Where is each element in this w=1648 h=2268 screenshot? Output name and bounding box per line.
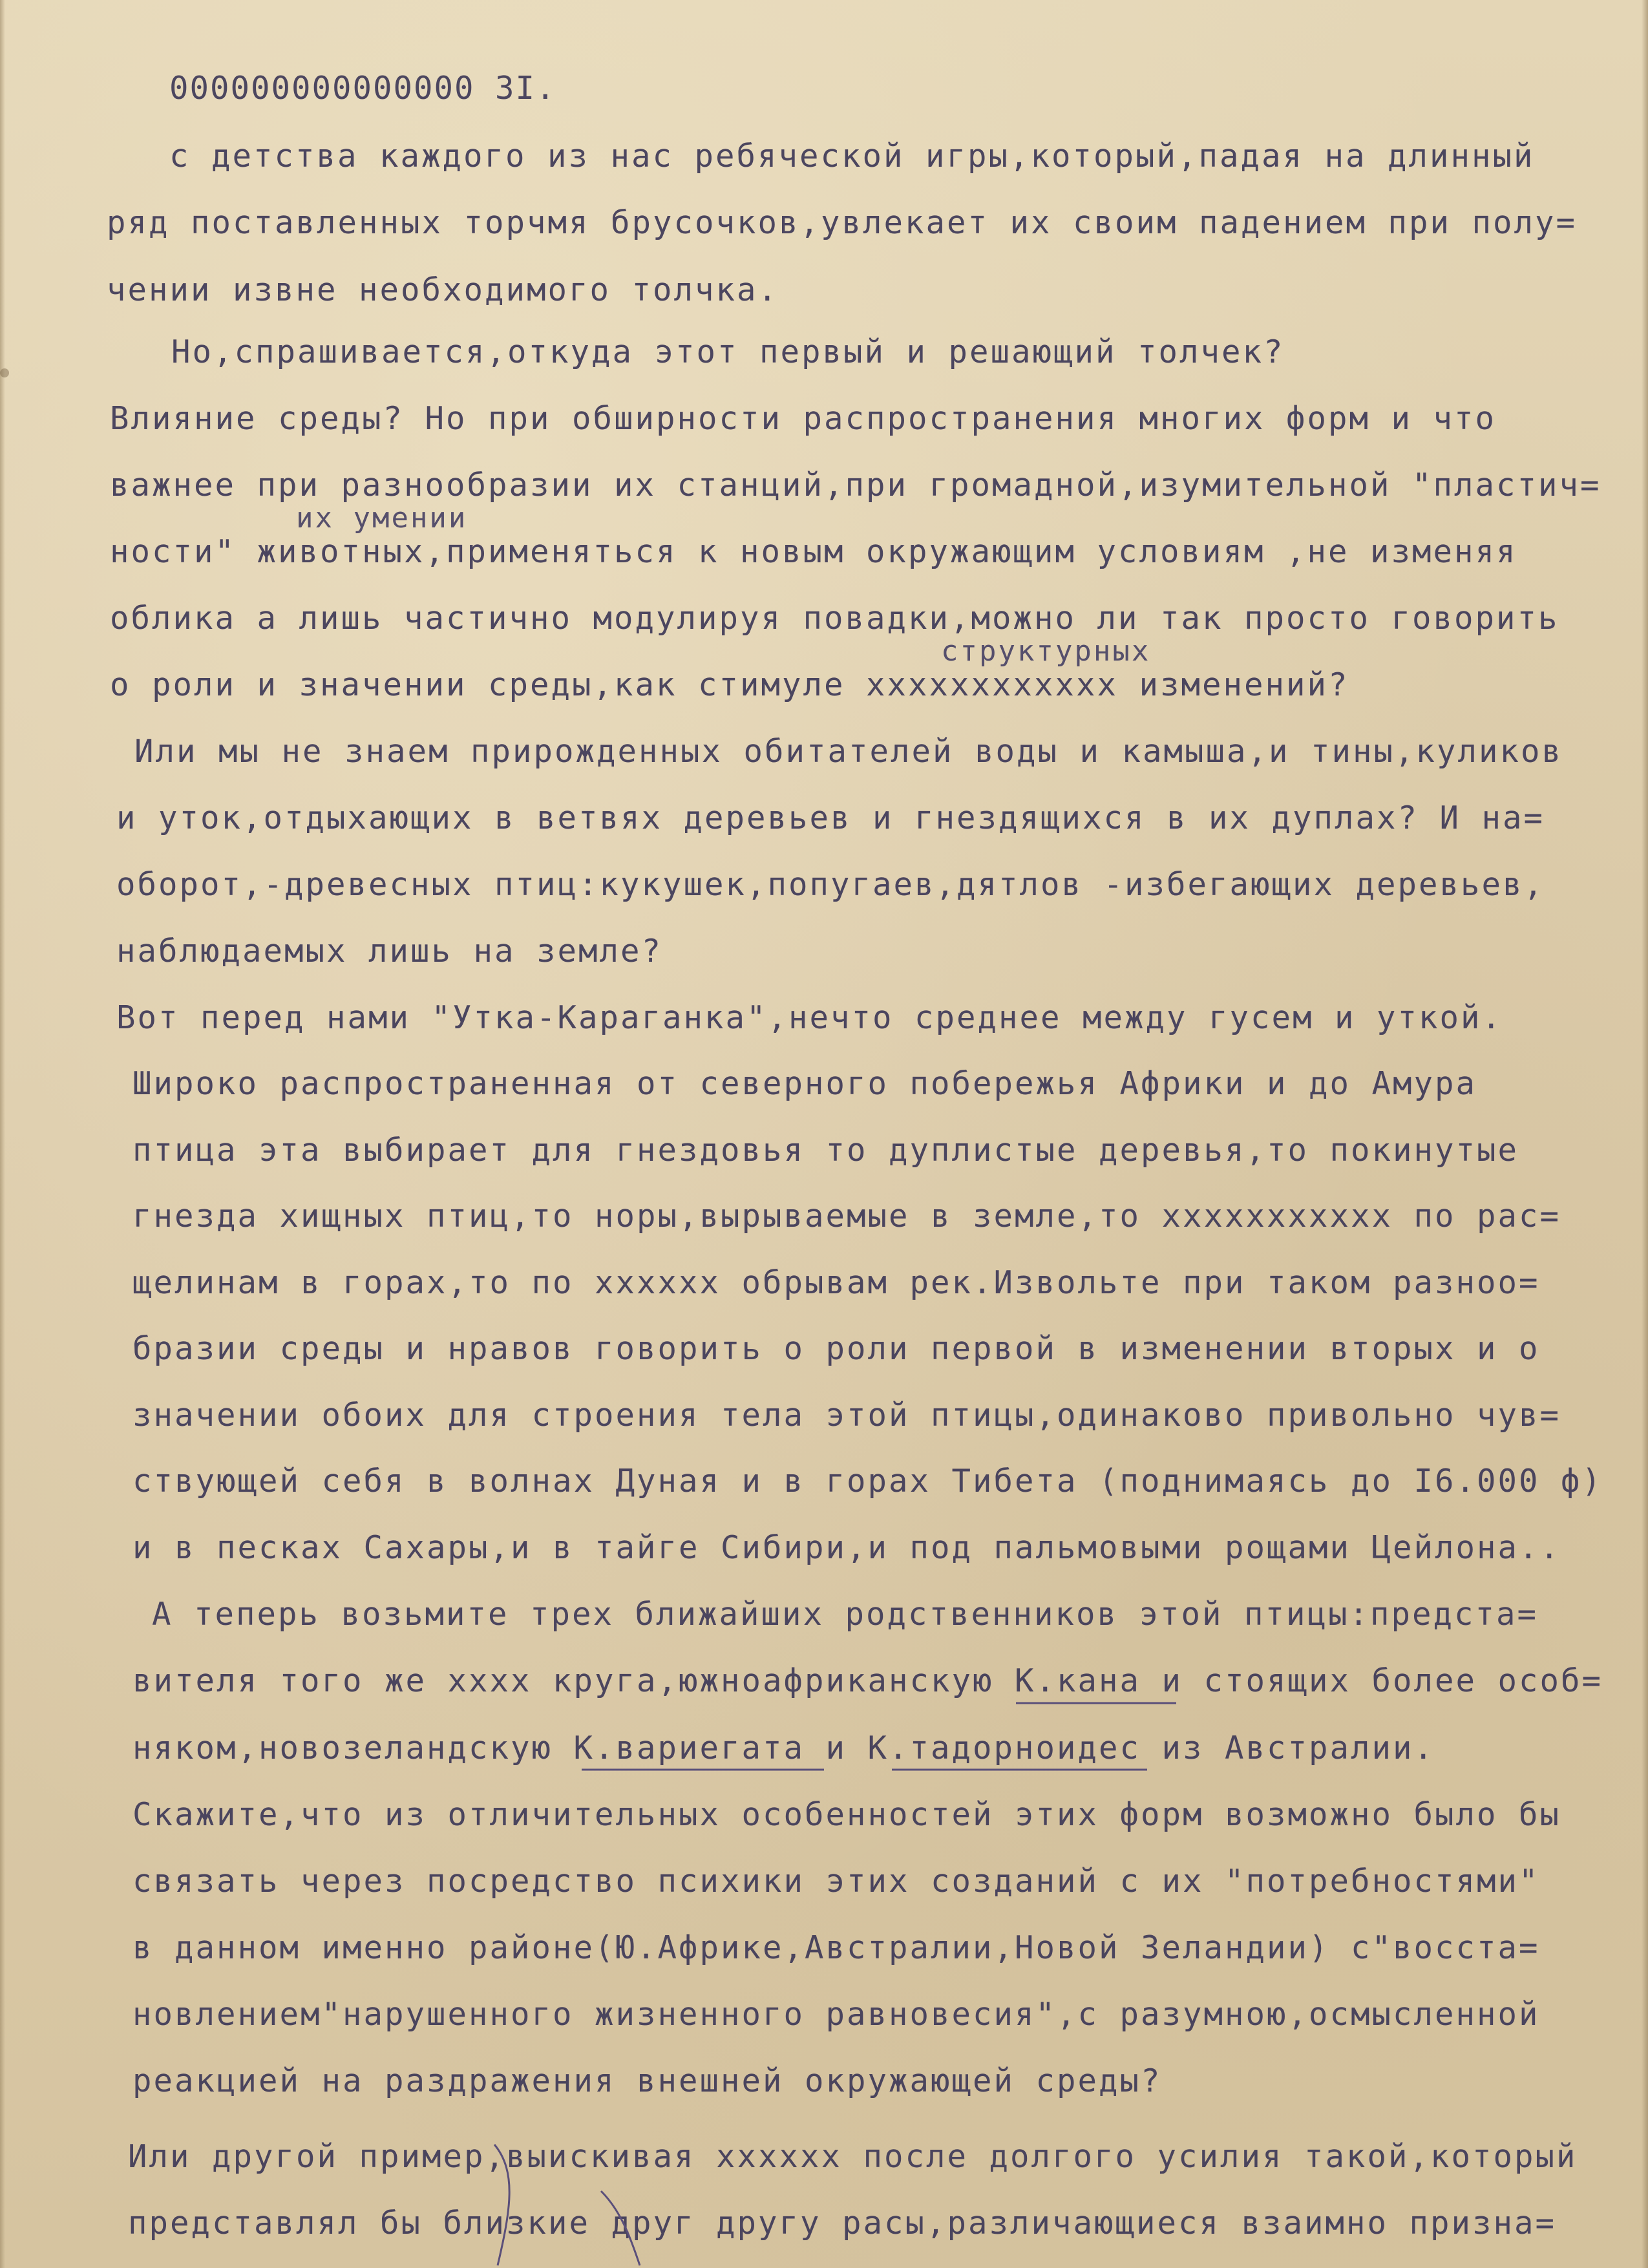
text-line: чении извне необходимого толчка. [107, 271, 779, 308]
text-line: в данном именно районе(Ю.Африке,Австралии,Новой Зеландии) с"восста= [132, 1929, 1540, 1966]
handwritten-insert: их умении [296, 502, 468, 535]
text-line: облика а лишь частично модулируя повадки,можно ли так просто говорить [110, 600, 1559, 637]
text-line: Или мы не знаем прирожденных обитателей воды и камыша,и тины,куликов [134, 733, 1563, 770]
text-line: А теперь возьмите трех ближайших родственников этой птицы:предста= [152, 1596, 1539, 1633]
text-line: и в песках Сахары,и в тайге Сибири,и под пальмовыми рощами Цейлона.. [132, 1529, 1561, 1566]
text-line: вителя того же хххх круга,южноафриканскую К.кана и стоящих более особ= [132, 1662, 1603, 1699]
text-line: наблюдаемых лишь на земле? [116, 933, 663, 970]
text-line: Но,спрашивается,откуда этот первый и решающий толчек? [171, 334, 1285, 370]
text-line: гнезда хищных птиц,то норы,вырываемые в земле,то ххххххххххх по рас= [132, 1198, 1561, 1235]
pen-stroke-mark [601, 2191, 640, 2265]
text-line: представлял бы близкие друг другу расы,различающиеся взаимно призна= [128, 2205, 1557, 2242]
text-line: важнее при разнообразии их станций,при громадной,изумительной "пластич= [110, 467, 1601, 503]
text-line: Вот перед нами "Утка-Караганка",нечто среднее между гусем и уткой. [116, 999, 1503, 1036]
text-line: ряд поставленных торчмя брусочков,увлекает их своим падением при полу= [107, 204, 1578, 241]
text-line: о роли и значении среды,как стимуле хххххххххххх изменений? [110, 666, 1349, 703]
text-line: Влияние среды? Но при обширности распространения многих форм и что [110, 400, 1497, 437]
text-line: щелинам в горах,то по хххххх обрывам рек.Извольте при таком разноо= [132, 1264, 1540, 1301]
text-line: Скажите,что из отличительных особенностей этих форм возможно было бы [132, 1796, 1561, 1833]
text-line: и уток,отдыхающих в ветвях деревьев и гнездящихся в их дуплах? И на= [116, 800, 1545, 836]
pen-stroke-mark [494, 2145, 509, 2265]
text-line: значении обоих для строения тела этой птицы,одинаково привольно чув= [132, 1397, 1561, 1434]
text-line: с детства каждого из нас ребяческой игры,который,падая на длинный [169, 138, 1535, 175]
text-line: реакцией на раздражения внешней окружающей среды? [132, 2062, 1162, 2099]
text-line: ности" животных,применяться к новым окружающим условиям ,не изменяя [110, 533, 1517, 570]
text-line: няком,новозеландскую К.вариегата и К.тадорноидес из Австралии. [132, 1730, 1435, 1766]
text-line: ствующей себя в волнах Дуная и в горах Тибета (поднимаясь до I6.000 ф) [132, 1463, 1603, 1500]
handwritten-insert: структурных [941, 635, 1151, 668]
text-line: связать через посредство психики этих созданий с их "потребностями" [132, 1863, 1540, 1900]
text-line: новлением"нарушенного жизненного равновесия",с разумною,осмысленной [132, 1996, 1540, 2033]
page-number-header: 000000000000000 3I. [169, 70, 556, 107]
text-line: бразии среды и нравов говорить о роли первой в изменении вторых и о [132, 1330, 1540, 1367]
text-line: Широко распространенная от северного побережья Африки и до Амура [132, 1065, 1477, 1102]
text-line: оборот,-древесных птиц:кукушек,попугаев,дятлов -избегающих деревьев, [116, 866, 1545, 903]
text-line: птица эта выбирает для гнездовья то дуплистые деревья,то покинутые [132, 1132, 1519, 1169]
text-line: Или другой пример,выискивая хххххх после долгого усилия такой,который [128, 2138, 1578, 2175]
